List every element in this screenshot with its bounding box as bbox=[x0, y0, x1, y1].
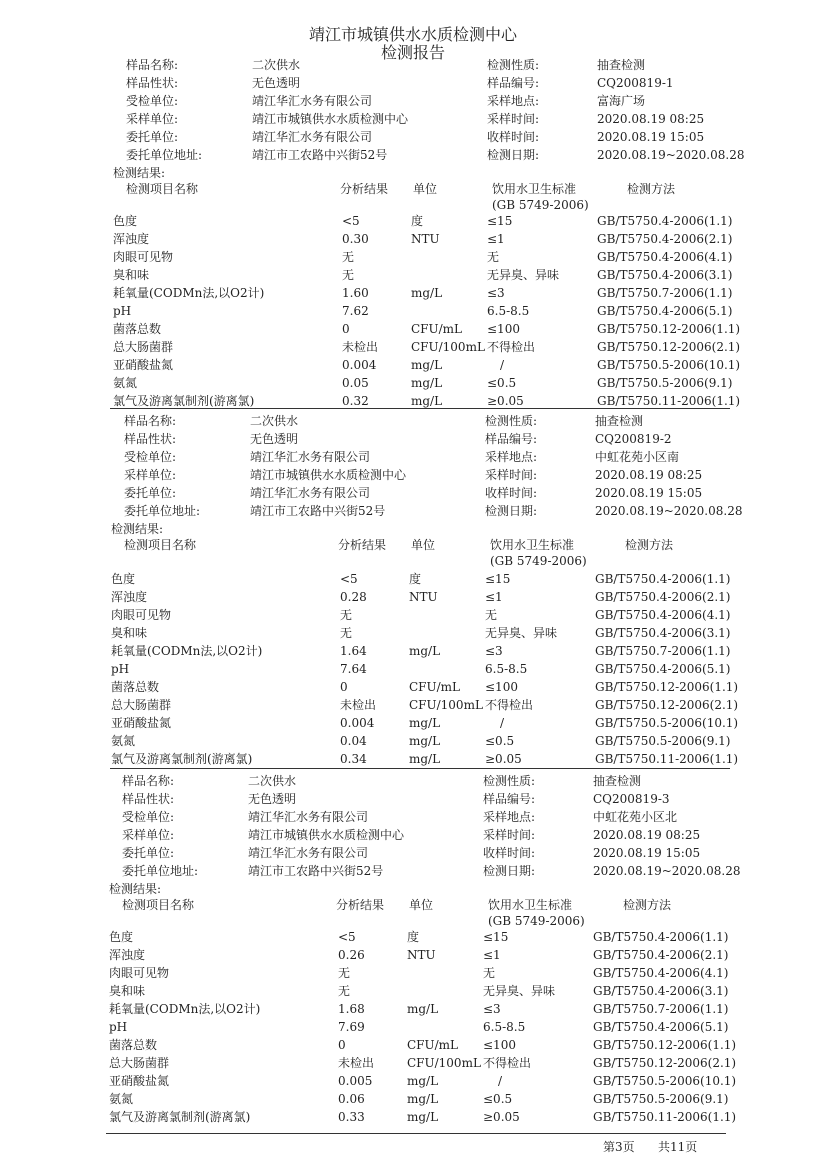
row-item: 浑浊度 bbox=[113, 232, 150, 246]
col-result: 分析结果 bbox=[336, 898, 385, 912]
label-client-unit: 委托单位: bbox=[122, 846, 175, 860]
row-standard: ≤1 bbox=[483, 948, 501, 962]
sample-no: CQ200819-1 bbox=[597, 76, 674, 90]
col-result: 分析结果 bbox=[338, 538, 387, 552]
total-pages: 共11页 bbox=[658, 1140, 698, 1154]
client-address: 靖江市工农路中兴街52号 bbox=[250, 504, 386, 518]
row-method: GB/T5750.4-2006(5.1) bbox=[597, 304, 733, 318]
row-item: 臭和味 bbox=[113, 268, 150, 282]
row-item: 氯气及游离氯制剂(游离氯) bbox=[111, 752, 253, 766]
receive-time: 2020.08.19 15:05 bbox=[597, 130, 705, 144]
label-sampling-site: 采样地点: bbox=[485, 450, 538, 464]
row-standard: ≤15 bbox=[483, 930, 509, 944]
col-standard-code: (GB 5749-2006) bbox=[492, 198, 589, 212]
row-item: 肉眼可见物 bbox=[111, 608, 172, 622]
row-unit: CFU/mL bbox=[411, 322, 463, 336]
row-result: 0.34 bbox=[340, 752, 367, 766]
label-results: 检测结果: bbox=[111, 522, 164, 536]
row-standard: ≤15 bbox=[487, 214, 513, 228]
col-standard-code: (GB 5749-2006) bbox=[490, 554, 587, 568]
row-result: 未检出 bbox=[338, 1056, 375, 1070]
row-item: 菌落总数 bbox=[113, 322, 162, 336]
row-result: 0.05 bbox=[342, 376, 369, 390]
row-item: 浑浊度 bbox=[111, 590, 148, 604]
sampling-time: 2020.08.19 08:25 bbox=[595, 468, 703, 482]
sample-name: 二次供水 bbox=[252, 58, 301, 72]
label-sample-state: 样品性状: bbox=[126, 76, 179, 90]
row-item: 臭和味 bbox=[109, 984, 146, 998]
sample-name: 二次供水 bbox=[248, 774, 297, 788]
row-item: 氨氮 bbox=[113, 376, 138, 390]
row-standard: ≤100 bbox=[487, 322, 520, 336]
row-standard: 无异臭、异味 bbox=[487, 268, 560, 282]
row-result: 0.30 bbox=[342, 232, 369, 246]
row-item: 总大肠菌群 bbox=[111, 698, 172, 712]
row-unit: NTU bbox=[411, 232, 440, 246]
sample-state: 无色透明 bbox=[252, 76, 301, 90]
row-result: 0.28 bbox=[340, 590, 367, 604]
row-unit: mg/L bbox=[411, 286, 443, 300]
row-method: GB/T5750.4-2006(3.1) bbox=[595, 626, 731, 640]
row-method: GB/T5750.4-2006(5.1) bbox=[593, 1020, 729, 1034]
sample-state: 无色透明 bbox=[250, 432, 299, 446]
row-unit: CFU/100mL bbox=[411, 340, 485, 354]
label-receive-time: 收样时间: bbox=[487, 130, 540, 144]
row-unit: mg/L bbox=[407, 1110, 439, 1124]
row-unit: NTU bbox=[409, 590, 438, 604]
sample-no: CQ200819-3 bbox=[593, 792, 670, 806]
row-item: pH bbox=[113, 304, 132, 318]
row-method: GB/T5750.12-2006(1.1) bbox=[595, 680, 739, 694]
row-item: 亚硝酸盐氮 bbox=[111, 716, 172, 730]
row-item: 菌落总数 bbox=[111, 680, 160, 694]
row-item: 色度 bbox=[111, 572, 136, 586]
label-client-address: 委托单位地址: bbox=[122, 864, 199, 878]
row-method: GB/T5750.12-2006(2.1) bbox=[597, 340, 741, 354]
label-results: 检测结果: bbox=[109, 882, 162, 896]
row-unit: mg/L bbox=[409, 644, 441, 658]
row-unit: mg/L bbox=[411, 376, 443, 390]
row-result: 0 bbox=[340, 680, 348, 694]
page-number: 第3页 bbox=[603, 1140, 635, 1154]
row-item: 肉眼可见物 bbox=[109, 966, 170, 980]
row-result: 0.32 bbox=[342, 394, 369, 408]
row-standard: / bbox=[498, 1074, 503, 1088]
col-standard: 饮用水卫生标准 bbox=[492, 182, 577, 196]
label-inspected-unit: 受检单位: bbox=[126, 94, 179, 108]
receive-time: 2020.08.19 15:05 bbox=[595, 486, 703, 500]
row-result: 0.005 bbox=[338, 1074, 373, 1088]
row-unit: CFU/mL bbox=[409, 680, 461, 694]
section-divider bbox=[106, 1133, 726, 1134]
label-receive-time: 收样时间: bbox=[485, 486, 538, 500]
row-method: GB/T5750.7-2006(1.1) bbox=[595, 644, 731, 658]
row-result: 0.06 bbox=[338, 1092, 365, 1106]
row-result: 7.62 bbox=[342, 304, 369, 318]
row-result: 1.60 bbox=[342, 286, 369, 300]
sampling-time: 2020.08.19 08:25 bbox=[593, 828, 701, 842]
row-result: 无 bbox=[342, 250, 355, 264]
row-unit: mg/L bbox=[411, 358, 443, 372]
row-item: 色度 bbox=[113, 214, 138, 228]
row-method: GB/T5750.12-2006(1.1) bbox=[597, 322, 741, 336]
client-unit: 靖江华汇水务有限公司 bbox=[252, 130, 373, 144]
row-method: GB/T5750.4-2006(2.1) bbox=[595, 590, 731, 604]
row-item: 浑浊度 bbox=[109, 948, 146, 962]
label-client-address: 委托单位地址: bbox=[124, 504, 201, 518]
row-standard: ≥0.05 bbox=[487, 394, 524, 408]
label-results: 检测结果: bbox=[113, 166, 166, 180]
sampling-unit: 靖江市城镇供水水质检测中心 bbox=[248, 828, 405, 842]
row-method: GB/T5750.11-2006(1.1) bbox=[593, 1110, 737, 1124]
sampling-site: 中虹花苑小区北 bbox=[593, 810, 678, 824]
row-standard: ≤100 bbox=[485, 680, 518, 694]
row-method: GB/T5750.4-2006(5.1) bbox=[595, 662, 731, 676]
inspected-unit: 靖江华汇水务有限公司 bbox=[250, 450, 371, 464]
row-method: GB/T5750.5-2006(9.1) bbox=[597, 376, 733, 390]
row-item: 氯气及游离氯制剂(游离氯) bbox=[113, 394, 255, 408]
sample-state: 无色透明 bbox=[248, 792, 297, 806]
row-method: GB/T5750.11-2006(1.1) bbox=[595, 752, 739, 766]
col-method: 检测方法 bbox=[625, 538, 674, 552]
client-unit: 靖江华汇水务有限公司 bbox=[248, 846, 369, 860]
row-unit: mg/L bbox=[411, 394, 443, 408]
label-test-nature: 检测性质: bbox=[487, 58, 540, 72]
report-title: 靖江市城镇供水水质检测中心 bbox=[308, 25, 517, 44]
row-item: 耗氧量(CODMn法,以O2计) bbox=[111, 644, 263, 658]
row-result: 0.004 bbox=[340, 716, 375, 730]
row-method: GB/T5750.7-2006(1.1) bbox=[597, 286, 733, 300]
label-inspected-unit: 受检单位: bbox=[124, 450, 177, 464]
row-method: GB/T5750.11-2006(1.1) bbox=[597, 394, 741, 408]
row-result: 7.69 bbox=[338, 1020, 365, 1034]
row-unit: mg/L bbox=[407, 1092, 439, 1106]
row-method: GB/T5750.5-2006(10.1) bbox=[593, 1074, 737, 1088]
row-standard: 无 bbox=[485, 608, 498, 622]
label-test-nature: 检测性质: bbox=[485, 414, 538, 428]
row-result: <5 bbox=[340, 572, 358, 586]
row-item: pH bbox=[109, 1020, 128, 1034]
row-item: 色度 bbox=[109, 930, 134, 944]
label-sampling-unit: 采样单位: bbox=[124, 468, 177, 482]
label-sample-name: 样品名称: bbox=[126, 58, 179, 72]
row-result: 无 bbox=[338, 966, 351, 980]
row-standard: ≤1 bbox=[487, 232, 505, 246]
section-divider bbox=[110, 768, 730, 769]
row-method: GB/T5750.4-2006(3.1) bbox=[593, 984, 729, 998]
test-nature: 抽查检测 bbox=[593, 774, 642, 788]
row-item: pH bbox=[111, 662, 130, 676]
row-result: 未检出 bbox=[340, 698, 377, 712]
row-result: 0.04 bbox=[340, 734, 367, 748]
row-method: GB/T5750.4-2006(3.1) bbox=[597, 268, 733, 282]
row-method: GB/T5750.4-2006(1.1) bbox=[597, 214, 733, 228]
row-unit: mg/L bbox=[407, 1002, 439, 1016]
sampling-time: 2020.08.19 08:25 bbox=[597, 112, 705, 126]
row-result: 7.64 bbox=[340, 662, 367, 676]
sample-no: CQ200819-2 bbox=[595, 432, 672, 446]
sampling-site: 中虹花苑小区南 bbox=[595, 450, 680, 464]
row-method: GB/T5750.12-2006(2.1) bbox=[595, 698, 739, 712]
label-sampling-unit: 采样单位: bbox=[122, 828, 175, 842]
row-standard: ≤100 bbox=[483, 1038, 516, 1052]
row-unit: 度 bbox=[407, 930, 420, 944]
row-result: <5 bbox=[338, 930, 356, 944]
row-method: GB/T5750.4-2006(4.1) bbox=[597, 250, 733, 264]
sample-name: 二次供水 bbox=[250, 414, 299, 428]
row-standard: ≤3 bbox=[483, 1002, 501, 1016]
label-test-date: 检测日期: bbox=[487, 148, 540, 162]
label-test-date: 检测日期: bbox=[485, 504, 538, 518]
col-result: 分析结果 bbox=[340, 182, 389, 196]
row-result: 0.004 bbox=[342, 358, 377, 372]
client-address: 靖江市工农路中兴街52号 bbox=[252, 148, 388, 162]
row-item: 耗氧量(CODMn法,以O2计) bbox=[109, 1002, 261, 1016]
client-address: 靖江市工农路中兴街52号 bbox=[248, 864, 384, 878]
row-standard: 无 bbox=[483, 966, 496, 980]
row-standard: 无 bbox=[487, 250, 500, 264]
row-result: 未检出 bbox=[342, 340, 379, 354]
row-standard: 不得检出 bbox=[483, 1056, 532, 1070]
row-method: GB/T5750.4-2006(2.1) bbox=[597, 232, 733, 246]
inspected-unit: 靖江华汇水务有限公司 bbox=[252, 94, 373, 108]
inspected-unit: 靖江华汇水务有限公司 bbox=[248, 810, 369, 824]
label-inspected-unit: 受检单位: bbox=[122, 810, 175, 824]
row-item: 氯气及游离氯制剂(游离氯) bbox=[109, 1110, 251, 1124]
row-result: <5 bbox=[342, 214, 360, 228]
row-method: GB/T5750.5-2006(9.1) bbox=[593, 1092, 729, 1106]
label-sampling-time: 采样时间: bbox=[485, 468, 538, 482]
row-item: 亚硝酸盐氮 bbox=[109, 1074, 170, 1088]
row-item: 臭和味 bbox=[111, 626, 148, 640]
label-sample-name: 样品名称: bbox=[122, 774, 175, 788]
row-standard: ≤0.5 bbox=[487, 376, 517, 390]
label-sampling-unit: 采样单位: bbox=[126, 112, 179, 126]
row-result: 1.68 bbox=[338, 1002, 365, 1016]
label-sample-state: 样品性状: bbox=[124, 432, 177, 446]
row-unit: CFU/mL bbox=[407, 1038, 459, 1052]
test-nature: 抽查检测 bbox=[595, 414, 644, 428]
label-sample-no: 样品编号: bbox=[487, 76, 540, 90]
row-standard: ≤0.5 bbox=[485, 734, 515, 748]
row-result: 1.64 bbox=[340, 644, 367, 658]
row-unit: CFU/100mL bbox=[409, 698, 483, 712]
sampling-site: 富海广场 bbox=[597, 94, 646, 108]
row-result: 无 bbox=[340, 608, 353, 622]
test-nature: 抽查检测 bbox=[597, 58, 646, 72]
row-standard: 不得检出 bbox=[487, 340, 536, 354]
row-result: 无 bbox=[342, 268, 355, 282]
row-standard: ≤3 bbox=[485, 644, 503, 658]
row-method: GB/T5750.4-2006(4.1) bbox=[595, 608, 731, 622]
row-unit: mg/L bbox=[409, 734, 441, 748]
row-standard: ≤15 bbox=[485, 572, 511, 586]
row-item: 肉眼可见物 bbox=[113, 250, 174, 264]
row-method: GB/T5750.12-2006(2.1) bbox=[593, 1056, 737, 1070]
row-standard: / bbox=[500, 716, 505, 730]
row-result: 无 bbox=[340, 626, 353, 640]
col-unit: 单位 bbox=[413, 182, 438, 196]
col-item: 检测项目名称 bbox=[126, 182, 199, 196]
col-item: 检测项目名称 bbox=[124, 538, 197, 552]
row-standard: 无异臭、异味 bbox=[483, 984, 556, 998]
row-method: GB/T5750.5-2006(10.1) bbox=[595, 716, 739, 730]
label-sample-name: 样品名称: bbox=[124, 414, 177, 428]
label-test-nature: 检测性质: bbox=[483, 774, 536, 788]
row-unit: mg/L bbox=[409, 752, 441, 766]
test-date: 2020.08.19~2020.08.28 bbox=[593, 864, 741, 878]
row-unit: NTU bbox=[407, 948, 436, 962]
client-unit: 靖江华汇水务有限公司 bbox=[250, 486, 371, 500]
row-result: 0.33 bbox=[338, 1110, 365, 1124]
row-standard: 6.5-8.5 bbox=[487, 304, 530, 318]
col-standard: 饮用水卫生标准 bbox=[488, 898, 573, 912]
row-item: 耗氧量(CODMn法,以O2计) bbox=[113, 286, 265, 300]
row-method: GB/T5750.4-2006(2.1) bbox=[593, 948, 729, 962]
row-unit: CFU/100mL bbox=[407, 1056, 481, 1070]
row-method: GB/T5750.5-2006(10.1) bbox=[597, 358, 741, 372]
row-unit: 度 bbox=[411, 214, 424, 228]
row-standard: ≤1 bbox=[485, 590, 503, 604]
row-method: GB/T5750.12-2006(1.1) bbox=[593, 1038, 737, 1052]
label-sample-no: 样品编号: bbox=[483, 792, 536, 806]
row-standard: ≥0.05 bbox=[485, 752, 522, 766]
section-divider bbox=[110, 408, 730, 409]
label-client-unit: 委托单位: bbox=[126, 130, 179, 144]
label-sample-state: 样品性状: bbox=[122, 792, 175, 806]
row-method: GB/T5750.7-2006(1.1) bbox=[593, 1002, 729, 1016]
label-sampling-site: 采样地点: bbox=[483, 810, 536, 824]
col-item: 检测项目名称 bbox=[122, 898, 195, 912]
sampling-unit: 靖江市城镇供水水质检测中心 bbox=[252, 112, 409, 126]
row-result: 无 bbox=[338, 984, 351, 998]
col-method: 检测方法 bbox=[623, 898, 672, 912]
row-standard: / bbox=[500, 358, 505, 372]
row-method: GB/T5750.4-2006(4.1) bbox=[593, 966, 729, 980]
row-standard: ≤0.5 bbox=[483, 1092, 513, 1106]
label-client-unit: 委托单位: bbox=[124, 486, 177, 500]
test-date: 2020.08.19~2020.08.28 bbox=[595, 504, 743, 518]
row-method: GB/T5750.4-2006(1.1) bbox=[595, 572, 731, 586]
row-method: GB/T5750.5-2006(9.1) bbox=[595, 734, 731, 748]
row-item: 总大肠菌群 bbox=[113, 340, 174, 354]
col-unit: 单位 bbox=[409, 898, 434, 912]
col-unit: 单位 bbox=[411, 538, 436, 552]
label-receive-time: 收样时间: bbox=[483, 846, 536, 860]
row-item: 氨氮 bbox=[111, 734, 136, 748]
label-sampling-site: 采样地点: bbox=[487, 94, 540, 108]
row-standard: 无异臭、异味 bbox=[485, 626, 558, 640]
label-sampling-time: 采样时间: bbox=[483, 828, 536, 842]
test-date: 2020.08.19~2020.08.28 bbox=[597, 148, 745, 162]
col-standard: 饮用水卫生标准 bbox=[490, 538, 575, 552]
col-standard-code: (GB 5749-2006) bbox=[488, 914, 585, 928]
row-unit: mg/L bbox=[409, 716, 441, 730]
label-sample-no: 样品编号: bbox=[485, 432, 538, 446]
col-method: 检测方法 bbox=[627, 182, 676, 196]
row-unit: 度 bbox=[409, 572, 422, 586]
report-subtitle: 检测报告 bbox=[380, 43, 445, 62]
row-standard: 6.5-8.5 bbox=[485, 662, 528, 676]
sampling-unit: 靖江市城镇供水水质检测中心 bbox=[250, 468, 407, 482]
row-item: 总大肠菌群 bbox=[109, 1056, 170, 1070]
receive-time: 2020.08.19 15:05 bbox=[593, 846, 701, 860]
row-standard: ≤3 bbox=[487, 286, 505, 300]
row-standard: 6.5-8.5 bbox=[483, 1020, 526, 1034]
row-result: 0 bbox=[342, 322, 350, 336]
label-sampling-time: 采样时间: bbox=[487, 112, 540, 126]
row-unit: mg/L bbox=[407, 1074, 439, 1088]
label-test-date: 检测日期: bbox=[483, 864, 536, 878]
row-standard: 不得检出 bbox=[485, 698, 534, 712]
row-item: 氨氮 bbox=[109, 1092, 134, 1106]
row-method: GB/T5750.4-2006(1.1) bbox=[593, 930, 729, 944]
row-item: 亚硝酸盐氮 bbox=[113, 358, 174, 372]
row-result: 0 bbox=[338, 1038, 346, 1052]
row-result: 0.26 bbox=[338, 948, 365, 962]
row-item: 菌落总数 bbox=[109, 1038, 158, 1052]
row-standard: ≥0.05 bbox=[483, 1110, 520, 1124]
label-client-address: 委托单位地址: bbox=[126, 148, 203, 162]
